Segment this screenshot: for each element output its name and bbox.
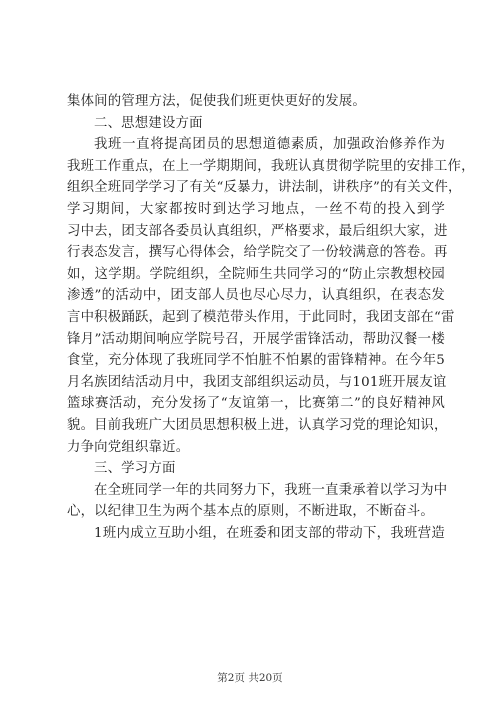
text-line: 月名族团结活动月中，我团支部组织运动员，与101班开展友谊 [67,374,447,390]
text-line: 集体间的管理方法，促使我们班更快更好的发展。 [67,94,366,109]
text-line: 在全班同学一年的共同努力下，我班一直秉承着以学习为中 [94,482,448,498]
text-line: 学习期间，大家都按时到达学习地点，一丝不苟的投入到学 [67,201,445,217]
text-line: 1班内成立互助小组，在班委和团支部的带动下，我班营造 [94,525,445,541]
text-line: 锋月”活动期间响应学院号召，开展学雷锋活动，帮助汉餐一楼 [67,331,445,347]
text-line: 篮球赛活动，充分发扬了“友谊第一，比赛第二”的良好精神风 [67,396,445,412]
text-line: 组织全班同学学习了有关“反暴力，讲法制，讲秩序”的有关文件， [67,180,462,196]
text-line: 力争向党组织靠近。 [67,439,190,455]
text-line: 渗透”的活动中，团支部人员也尽心尽力，认真组织，在表态发 [67,288,445,304]
text-line: 貌。目前我班广大团员思想积极上进，认真学习党的理论知识， [67,417,448,433]
text-line: 二、思想建设方面 [94,115,203,131]
text-line: 三、学习方面 [94,461,176,477]
text-line: 我班一直将提高团员的思想道德素质，加强政治修养作为 [94,137,445,153]
document-body [67,91,475,544]
text-line: 行表态发言，撰写心得体会，给学院交了一份较满意的答卷。再 [67,245,448,261]
text-line: 食堂，充分体现了我班同学不怕脏不怕累的雷锋精神。在今年5 [67,353,445,369]
text-line: 心，以纪律卫生为两个基本点的原则，不断进取，不断奋斗。 [67,504,434,520]
text-line: 我班工作重点，在上一学期期间，我班认真贯彻学院里的安排工作， [67,158,475,174]
page-footer: 第2页 共20页 [217,672,283,684]
text-line: 如，这学期。学院组织，全院师生共同学习的“防止宗教想校园 [67,266,445,282]
text-line: 习中去，团支部各委员认真组织，严格要求，最后组织大家，进 [67,223,448,239]
text-line: 言中积极踊跃，起到了模范带头作用，于此同时，我团支部在“雷 [67,309,455,325]
